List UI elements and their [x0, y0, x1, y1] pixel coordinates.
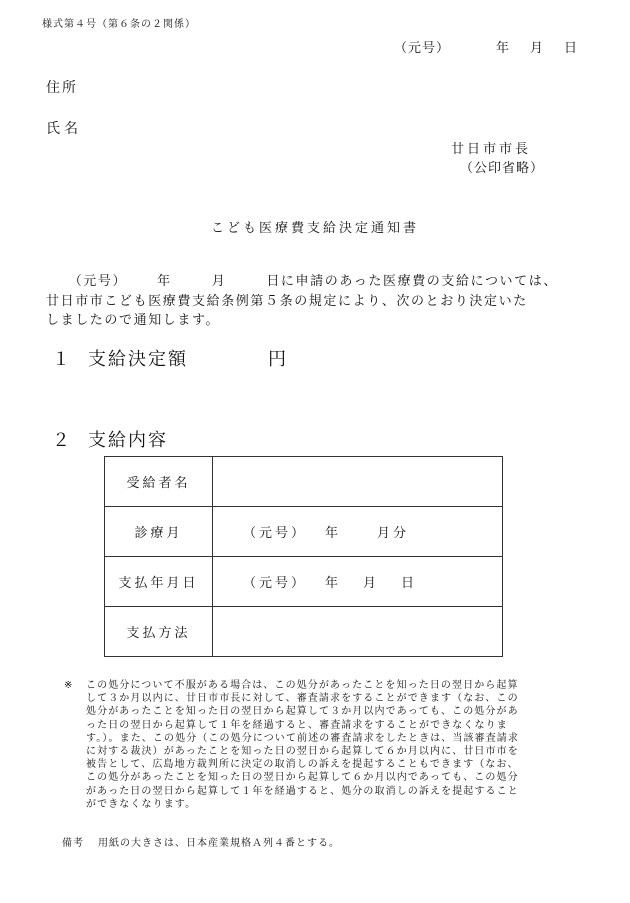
details-table	[104, 456, 503, 657]
date-day: 日	[563, 41, 578, 56]
note-line: この処分があったことを知った日の翌日から起算して６か月以内であっても、この処分	[86, 772, 519, 784]
remark-heading: 備考	[62, 838, 84, 849]
seal-omitted: （公印省略）	[460, 161, 545, 176]
remark-text: 用紙の大きさは、日本産業規格Ａ列４番とする。	[98, 838, 340, 849]
form-number: 様式第４号（第６条の２関係）	[42, 19, 196, 30]
table-row	[105, 607, 503, 657]
recipient-name-field	[213, 457, 503, 507]
body-line-2: 廿日市市こども医療費支給条例第５条の規定により、次のとおり決定いた	[46, 293, 528, 309]
issuer-title: 廿日市市長	[451, 142, 532, 157]
date-year: 年	[495, 41, 510, 56]
note-line: この処分について不服がある場合は、この処分があったことを知った日の翌日から起算	[86, 680, 519, 691]
note-mark: ※	[64, 680, 74, 691]
payment-date-label: 支払年月日	[105, 557, 213, 607]
note-line: ができなくなります。	[86, 798, 197, 810]
document-title: こども医療費支給決定通知書	[210, 221, 419, 236]
payment-year: 年	[325, 576, 342, 591]
treatment-era: （元号）	[243, 526, 308, 541]
note-line: った日の翌日から起算して１年を経過すると、審査請求をすることができなくなりま	[86, 719, 508, 731]
treatment-year: 年	[325, 526, 342, 541]
payment-month: 月	[363, 576, 380, 591]
name-label: 氏名	[46, 121, 82, 137]
section-2-label: 支給内容	[88, 430, 168, 451]
body-line-3: しましたので通知します。	[46, 313, 221, 328]
body-era: （元号）	[75, 274, 128, 289]
body-year: 年	[157, 274, 172, 289]
treatment-month-field	[213, 507, 503, 557]
treatment-month: 月分	[377, 526, 410, 541]
appeal-notice	[64, 679, 519, 811]
body-line-1	[46, 272, 586, 292]
address-label: 住所	[46, 80, 78, 96]
section-payment-amount	[52, 345, 288, 371]
payment-date-field	[213, 557, 503, 607]
table-row	[105, 557, 503, 607]
remark	[62, 834, 340, 849]
payment-era: （元号）	[243, 576, 308, 591]
treatment-month-label: 診療月	[105, 507, 213, 557]
note-line: に対する裁決）があったことを知った日の翌日から起算して６か月以内に、廿日市市を	[86, 746, 519, 758]
date-era: （元号）	[393, 41, 450, 56]
note-line: 処分があったことを知った日の翌日から起算して３か月以内であっても、この処分があ	[86, 706, 519, 718]
payment-method-field	[213, 607, 503, 657]
payment-method-label: 支払方法	[105, 607, 213, 657]
section-2-number: ２	[52, 430, 72, 451]
section-1-unit: 円	[268, 349, 288, 370]
date-month: 月	[529, 41, 544, 56]
note-line: す。）。また、この処分（この処分について前述の審査請求をしたときは、当該審査請求	[86, 732, 519, 744]
table-row	[105, 457, 503, 507]
section-payment-details	[52, 426, 168, 452]
body-line-1-rest: 日に申請のあった医療費の支給については、	[266, 274, 558, 289]
section-1-label: 支給決定額	[88, 349, 188, 370]
note-line: 被告として、広島地方裁判所に決定の取消しの訴えを提起することもできます（なお、	[86, 759, 519, 771]
body-month: 月	[211, 274, 227, 289]
note-line: があった日の翌日から起算して１年を経過すると、処分の取消しの訴えを提起すること	[86, 785, 519, 797]
body-paragraph	[46, 272, 586, 331]
recipient-name-label: 受給者名	[105, 457, 213, 507]
issue-date	[394, 37, 578, 56]
payment-day: 日	[401, 576, 418, 591]
section-1-number: １	[52, 349, 72, 370]
note-line: して３か月以内に、廿日市市長に対して、審査請求をすることができます（なお、この	[86, 693, 519, 705]
table-row	[105, 507, 503, 557]
